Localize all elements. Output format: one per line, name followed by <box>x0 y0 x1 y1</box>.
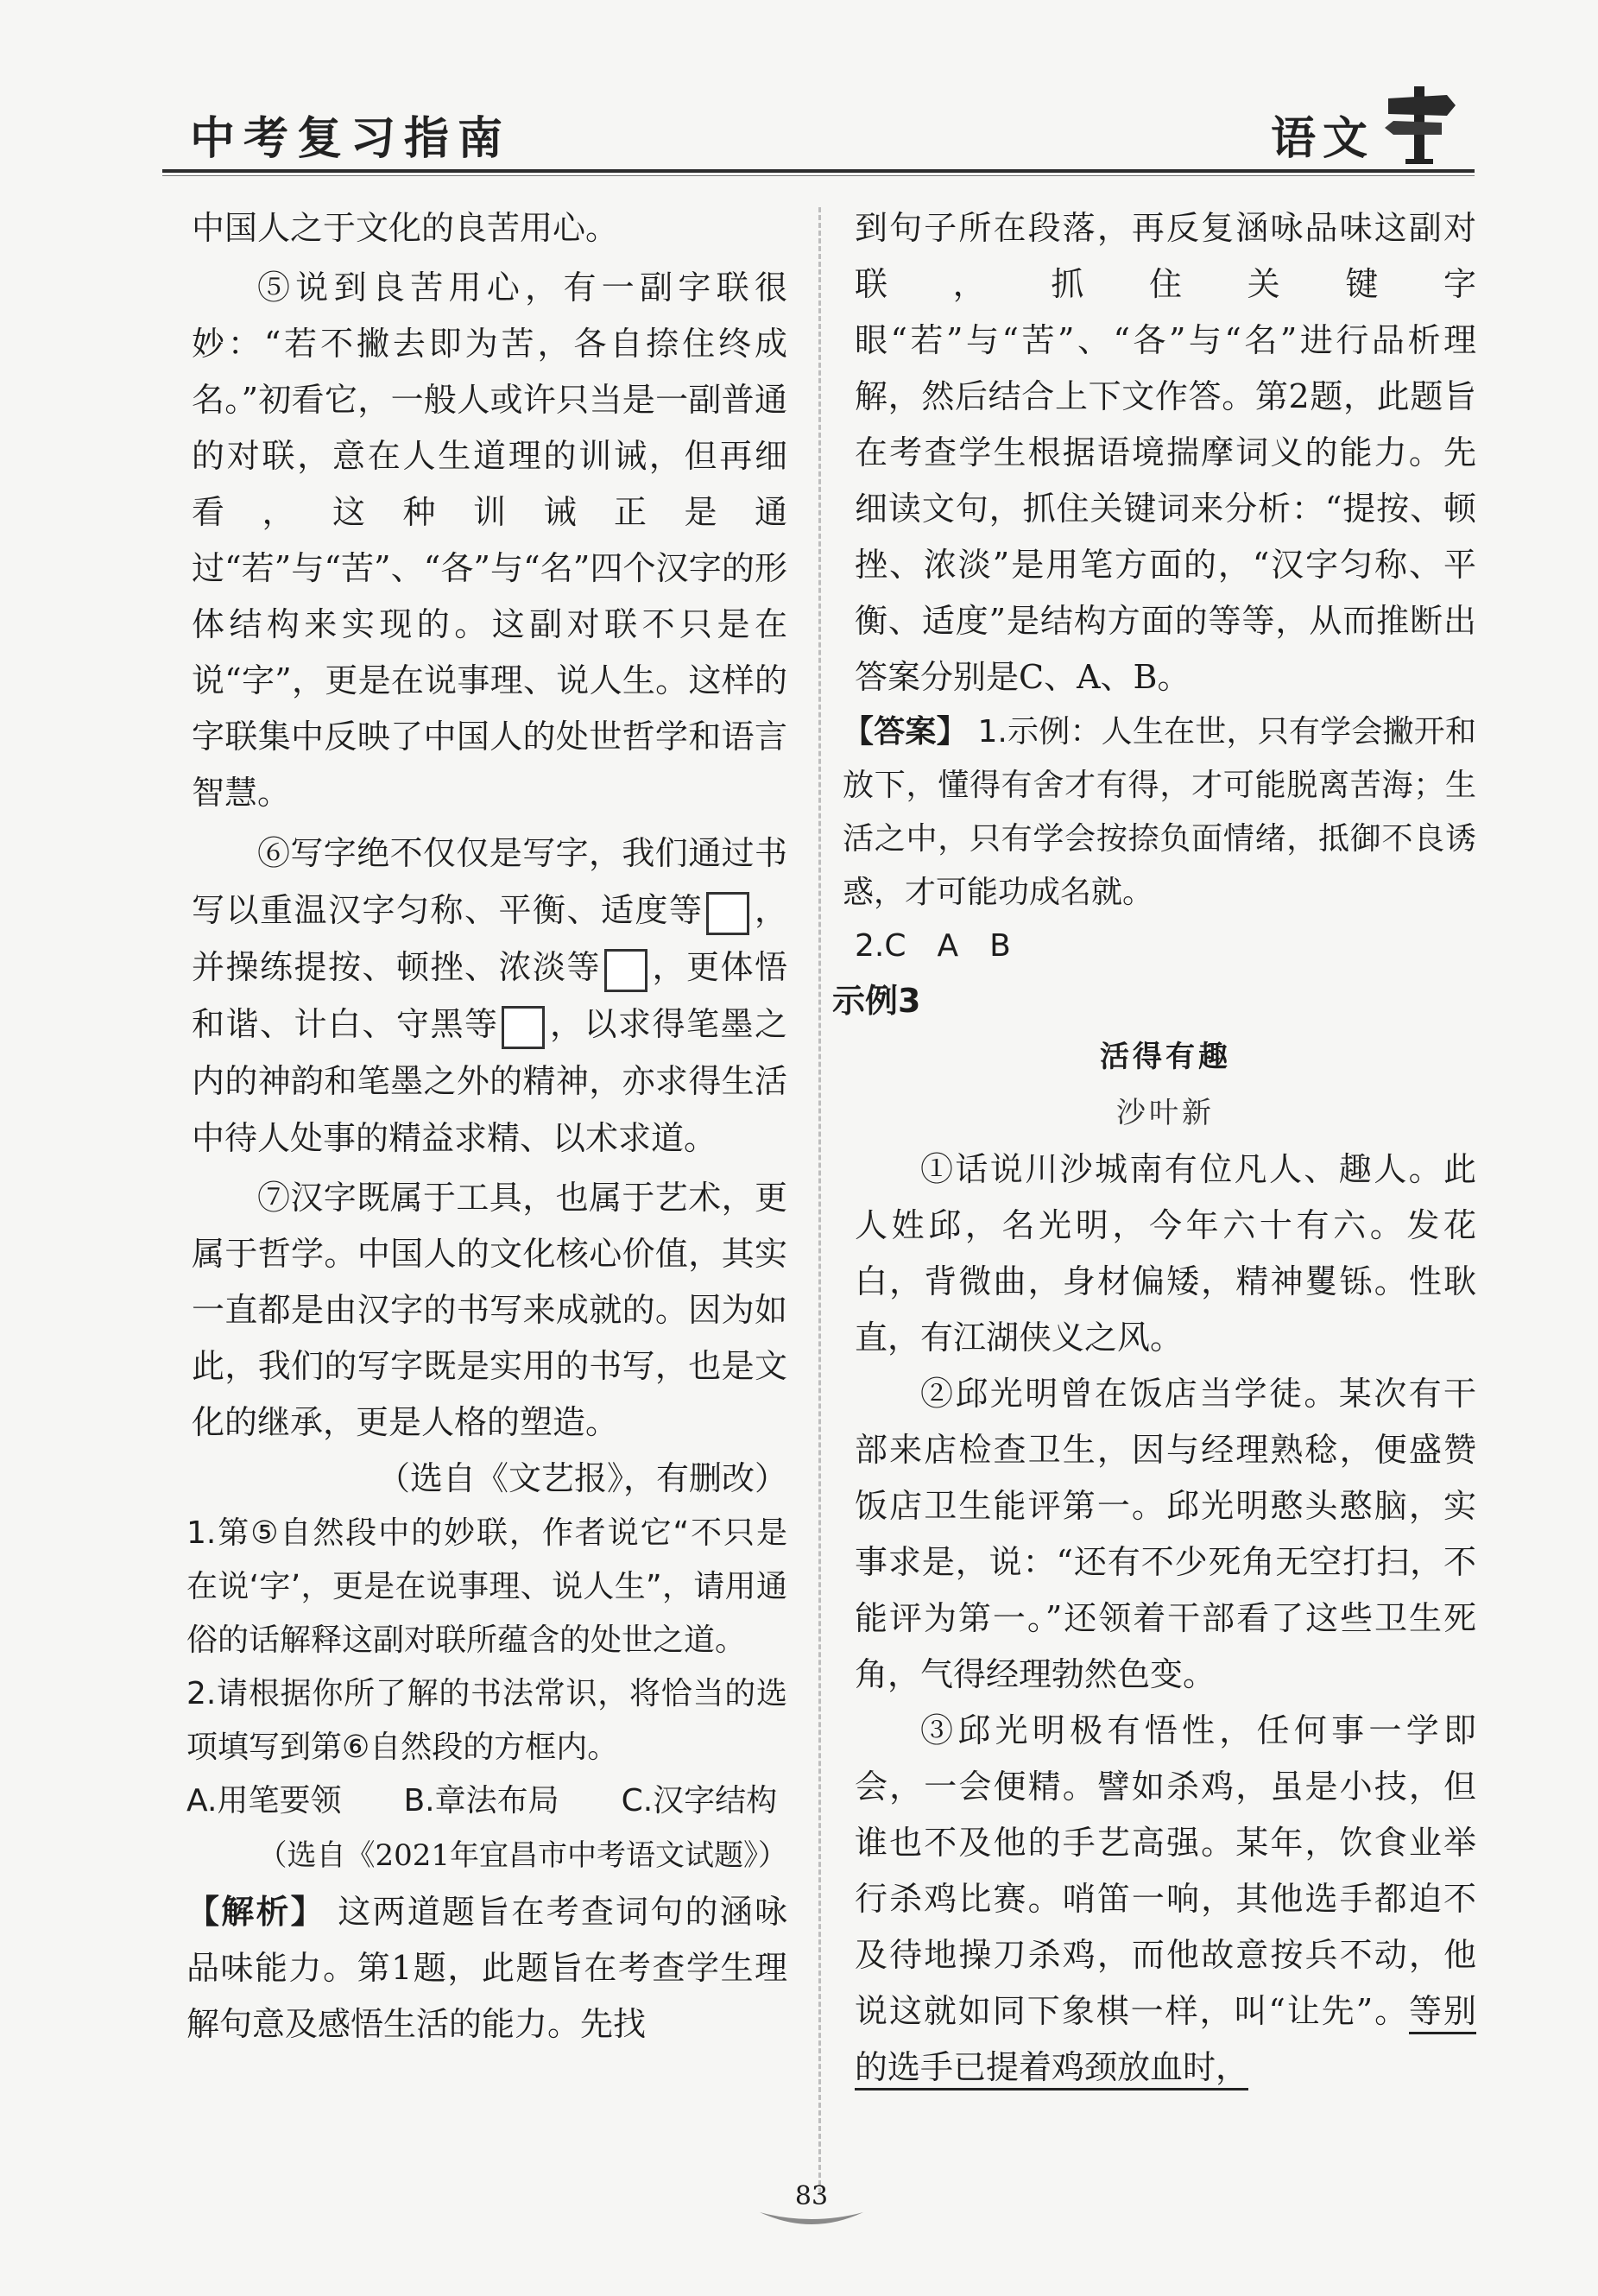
paragraph-continuation: 中国人之于文化的良苦用心。 <box>192 209 619 247</box>
right-column <box>832 200 1476 2096</box>
paragraph-7: ⑦汉字既属于工具，也属于艺术，更属于哲学。中国人的文化核心价值，其实一直都是由汉字的书写来成就的。因为如此，我们的写字既是实用的书写，也是文化的继承，更是人格的塑造。 <box>192 1179 787 1441</box>
source-citation-2: （选自《2021年宜昌市中考语文试题》） <box>257 1838 787 1873</box>
blank-box-1[interactable] <box>706 892 749 935</box>
answer-2: 2.C A B <box>855 928 1011 964</box>
story-paragraph-3-text: ③邱光明极有悟性，任何事一学即会，一会便精。譬如杀鸡，虽是小技，但谁也不及他的手艺高强。某年，饮食业举行杀鸡比赛。哨笛一响，其他选手都迫不及待地操刀杀鸡，而他故意按兵不动，他说这就如同下象棋一样，叫“让先”。 <box>855 1711 1476 2030</box>
paragraph-6-part-d: ，以求得笔墨之内的神韵和笔墨之外的精神，亦求得生活中待人处事的精益求精、以术求道。 <box>192 1005 787 1157</box>
question-1: 1.第⑤自然段中的妙联，作者说它“不只是在说‘字’，更是在说事理、说人生”，请用通俗的话解释这副对联所蕴含的处世之道。 <box>186 1515 787 1658</box>
underlined-sentence: 等别的选手已提着鸡颈放血时， <box>855 1992 1476 2090</box>
question-2: 2.请根据你所了解的书法常识，将恰当的选项填写到第⑥自然段的方框内。 <box>186 1676 787 1765</box>
answer <box>843 705 1476 920</box>
answer-label: 【答案】 <box>843 714 968 750</box>
source-citation-1: （选自《文艺报》，有删改） <box>376 1459 787 1497</box>
analysis <box>186 1884 787 2052</box>
story-title: 活得有趣 <box>1100 1040 1231 1074</box>
analysis-text: 这两道题旨在考查词句的涵咏品味能力。第1题，此题旨在考查学生理解句意及感悟生活的能力。先找 <box>186 1893 787 2043</box>
book-title: 中考复习指南 <box>190 113 512 165</box>
answer-text: 1.示例：人生在世，只有学会撇开和放下，懂得有舍才有得，才可能脱离苦海；生活之中，只有学会按捺负面情绪，抵御不良诱惑，才可能功成名就。 <box>843 714 1476 910</box>
paragraph-6 <box>192 825 787 1167</box>
paragraph-6-part-b: ，并操练提按、顿挫、浓淡等 <box>192 891 787 986</box>
story-paragraph-3 <box>855 1703 1476 2096</box>
left-column <box>186 200 787 2052</box>
paragraph-5: ⑤说到良苦用心，有一副字联很妙：“若不撇去即为苦，各自捺住终成名。”初看它，一般人或许只当是一副普通的对联，意在人生道理的训诫，但再细看，这种训诫正是通过“若”与“苦”、“各”与“名”四个汉字的形体结构来实现的。这副对联不只是在说“字”，更是在说事理、说人生。这样的字联集中反映了中国人的处世哲学和语言智慧。 <box>192 269 787 812</box>
question-2-options: A.用笔要领 B.章法布局 C.汉字结构 <box>186 1783 778 1818</box>
paragraph-6-part-a: ⑥写字绝不仅仅是写字，我们通过书写以重温汉字匀称、平衡、适度等 <box>192 834 787 929</box>
header-rule <box>162 169 1475 173</box>
story-author: 沙叶新 <box>1116 1096 1215 1130</box>
story-paragraph-2: ②邱光明曾在饭店当学徒。某次有干部来店检查卫生，因与经理熟稔，便盛赞饭店卫生能评第一。邱光明憨头憨脑，实事求是，说：“还有不少死角无空打扫，不能评为第一。”还领着干部看了这些卫生死角，气得经理勃然色变。 <box>855 1375 1476 1693</box>
story-paragraph-1: ①话说川沙城南有位凡人、趣人。此人姓邱，名光明，今年六十有六。发花白，背微曲，身材偏矮，精神矍铄。性耿直，有江湖侠义之风。 <box>855 1150 1476 1357</box>
blank-box-3[interactable] <box>502 1006 545 1049</box>
analysis-label: 【解析】 <box>186 1893 325 1931</box>
paragraph-6-part-c: ，更体悟和谐、计白、守黑等 <box>192 948 787 1043</box>
analysis-continuation: 到句子所在段落，再反复涵咏品味这副对联，抓住关键字眼“若”与“苦”、“各”与“名”进行品析理解，然后结合上下文作答。第2题，此题旨在考查学生根据语境揣摩词义的能力。先细读文句，抓住关键词来分析：“提按、顿挫、浓淡”是用笔方面的，“汉字匀称、平衡、适度”是结构方面的等等，从而推断出答案分别是C、A、B。 <box>855 209 1476 696</box>
subject-label: 语文 <box>1271 113 1375 165</box>
column-divider <box>818 207 821 2193</box>
header-rule-thin <box>162 175 1475 176</box>
example-label: 示例3 <box>832 982 921 1020</box>
page-number: 83 <box>794 2181 829 2211</box>
signpost-icon <box>1381 79 1459 166</box>
page-footer <box>751 2176 872 2236</box>
blank-box-2[interactable] <box>604 949 647 992</box>
